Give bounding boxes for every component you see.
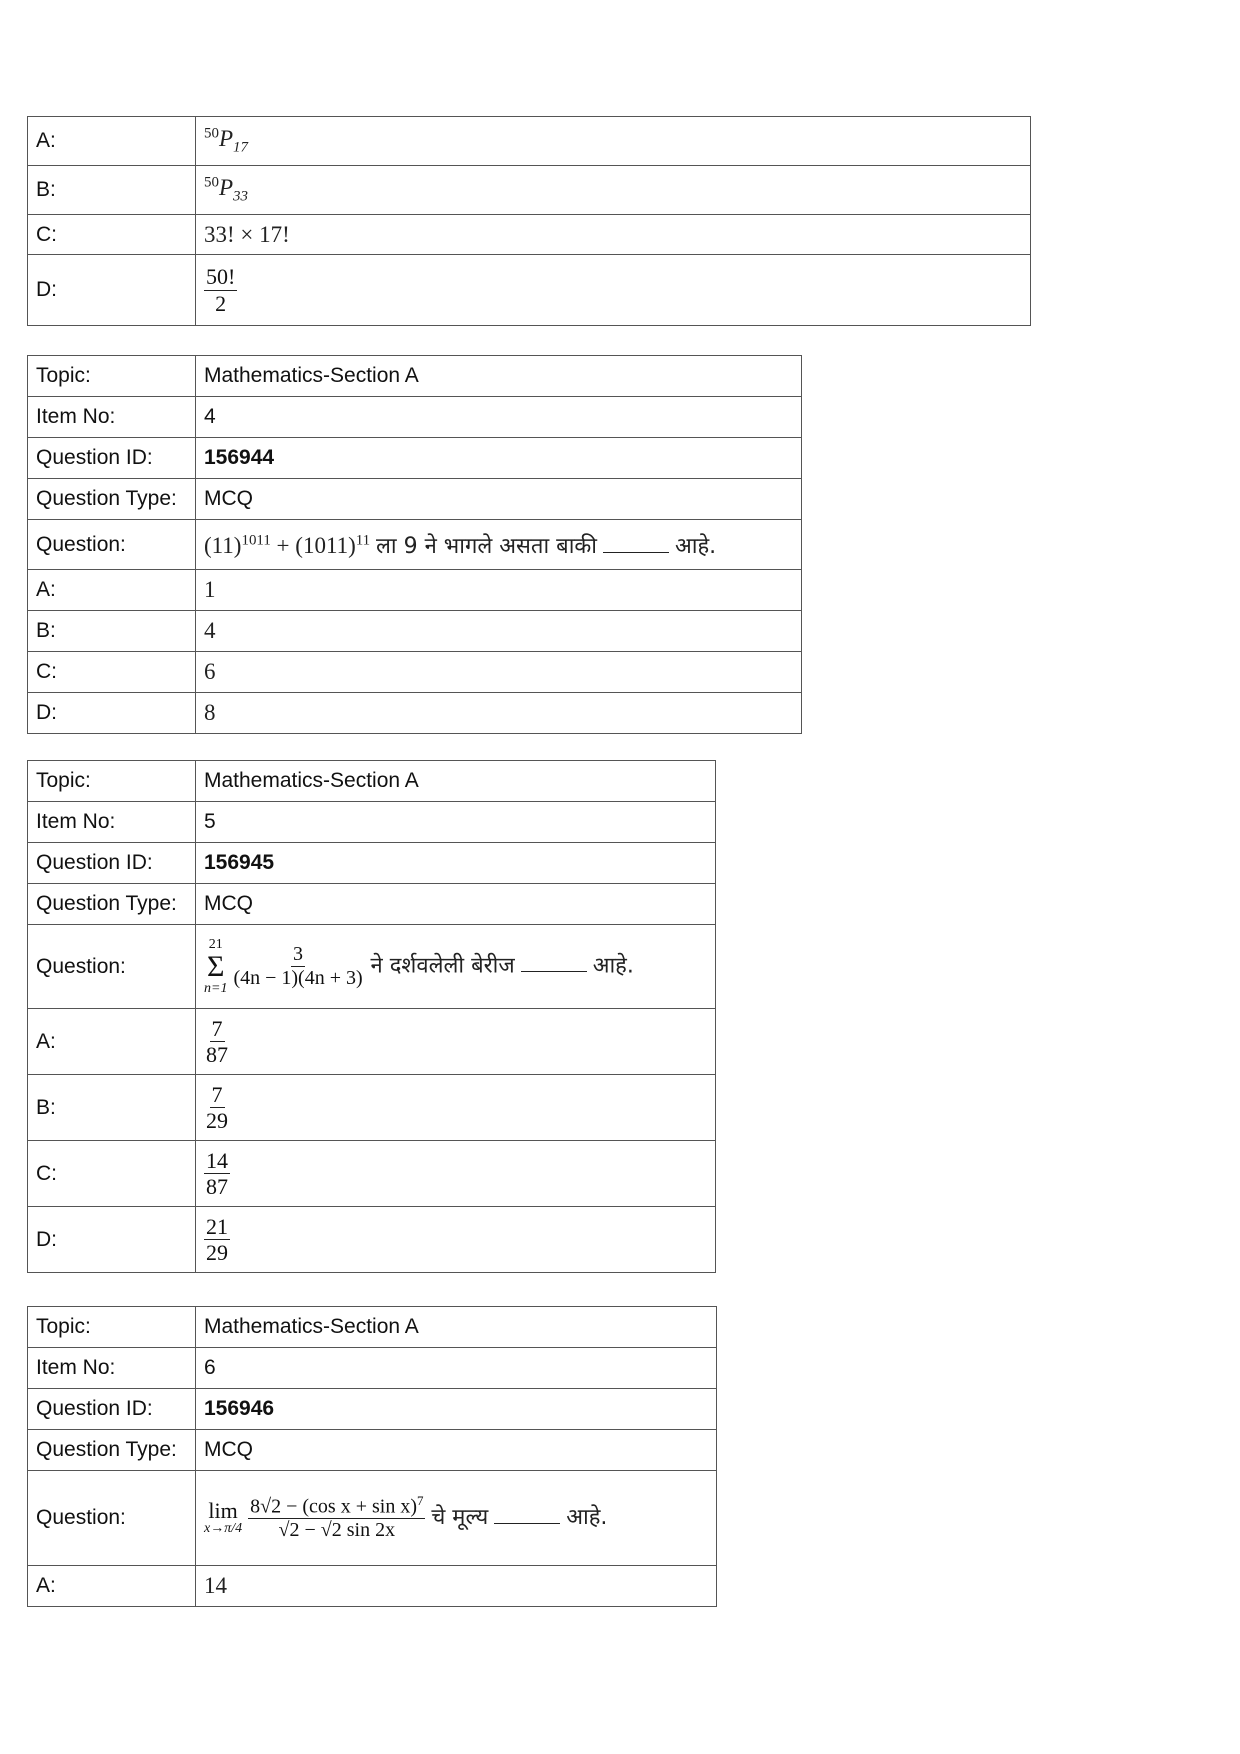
option-label: A:	[28, 570, 196, 611]
option-row-a	[28, 570, 802, 611]
topic-row	[28, 356, 802, 397]
question-id-value: 156945	[196, 843, 716, 884]
option-row-c	[28, 1141, 716, 1207]
option-row-a	[28, 117, 1031, 166]
option-value: 14	[196, 1566, 717, 1607]
row-label: Question Type:	[28, 479, 196, 520]
question-id-row	[28, 438, 802, 479]
option-row-b	[28, 166, 1031, 215]
answer-blank	[603, 552, 669, 553]
item-value: 6	[196, 1348, 717, 1389]
option-value: $\frac{21}{29}$	[196, 1207, 716, 1273]
row-label: Topic:	[28, 761, 196, 802]
answer-blank	[521, 971, 587, 972]
question-id-value: 156946	[196, 1389, 717, 1430]
option-label: A:	[28, 1566, 196, 1607]
row-label: Item No:	[28, 802, 196, 843]
option-row-d	[28, 255, 1031, 326]
question-table-4	[27, 355, 802, 734]
option-row-a	[28, 1009, 716, 1075]
question-type-row	[28, 1430, 717, 1471]
option-value: 6	[196, 652, 802, 693]
option-value: $\frac{14}{87}$	[196, 1141, 716, 1207]
row-label: Question ID:	[28, 438, 196, 479]
question-id-row	[28, 843, 716, 884]
option-row-d	[28, 693, 802, 734]
option-value: 4	[196, 611, 802, 652]
option-row-d	[28, 1207, 716, 1273]
question-table-5	[27, 760, 716, 1273]
row-label: Question:	[28, 925, 196, 1009]
topic-value: Mathematics-Section A	[196, 1307, 717, 1348]
item-row	[28, 1348, 717, 1389]
item-row	[28, 802, 716, 843]
option-label: B:	[28, 166, 196, 215]
option-label: A:	[28, 1009, 196, 1075]
row-label: Question:	[28, 1471, 196, 1566]
option-row-b	[28, 611, 802, 652]
question-type-value: MCQ	[196, 479, 802, 520]
option-value: $\frac{7}{29}$	[196, 1075, 716, 1141]
topic-row	[28, 1307, 717, 1348]
question-text: lim x→π/4 $\frac{8√2 - (\cos x + \sin x)^7}{√2 - √2 \sin 2x}$ चे मूल्य आहे.	[196, 1471, 717, 1566]
option-row-c	[28, 652, 802, 693]
option-value: $^{50}P_{17}$	[196, 117, 1031, 166]
question-table-6	[27, 1306, 717, 1607]
question-id-row	[28, 1389, 717, 1430]
item-row	[28, 397, 802, 438]
option-row-c	[28, 215, 1031, 255]
question-row	[28, 1471, 717, 1566]
row-label: Question ID:	[28, 1389, 196, 1430]
question-table-3-options	[27, 116, 1031, 326]
option-value: $\frac{50!}{2}$	[196, 255, 1031, 326]
question-id-value: 156944	[196, 438, 802, 479]
row-label: Question Type:	[28, 1430, 196, 1471]
option-label: D:	[28, 693, 196, 734]
question-text: 21 Σ n=1 $\frac{3}{(4n - 1)(4n + 3)}$ ने दर्शवलेली बेरीज आहे.	[196, 925, 716, 1009]
row-label: Topic:	[28, 356, 196, 397]
option-label: D:	[28, 1207, 196, 1273]
option-value: 8	[196, 693, 802, 734]
option-label: B:	[28, 1075, 196, 1141]
option-row-b	[28, 1075, 716, 1141]
option-value: 33! × 17!	[196, 215, 1031, 255]
topic-row	[28, 761, 716, 802]
summation: 21 Σ n=1	[204, 936, 228, 996]
option-value: 1	[196, 570, 802, 611]
option-value: $\frac{7}{87}$	[196, 1009, 716, 1075]
topic-value: Mathematics-Section A	[196, 761, 716, 802]
row-label: Question Type:	[28, 884, 196, 925]
option-label: B:	[28, 611, 196, 652]
option-label: C:	[28, 215, 196, 255]
row-label: Item No:	[28, 397, 196, 438]
question-row	[28, 925, 716, 1009]
question-type-value: MCQ	[196, 884, 716, 925]
topic-value: Mathematics-Section A	[196, 356, 802, 397]
row-label: Question ID:	[28, 843, 196, 884]
row-label: Topic:	[28, 1307, 196, 1348]
question-type-value: MCQ	[196, 1430, 717, 1471]
row-label: Question:	[28, 520, 196, 570]
option-label: A:	[28, 117, 196, 166]
item-value: 5	[196, 802, 716, 843]
question-type-row	[28, 884, 716, 925]
question-text: $(11)^{1011} + (1011)^{11}$ ला 9 ने भागले असता बाकी आहे.	[196, 520, 802, 570]
option-label: D:	[28, 255, 196, 326]
row-label: Item No:	[28, 1348, 196, 1389]
option-row-a	[28, 1566, 717, 1607]
limit-operator: lim x→π/4	[204, 1498, 243, 1537]
question-row	[28, 520, 802, 570]
option-value: $^{50}P_{33}$	[196, 166, 1031, 215]
item-value: 4	[196, 397, 802, 438]
question-type-row	[28, 479, 802, 520]
answer-blank	[494, 1523, 560, 1524]
option-label: C:	[28, 1141, 196, 1207]
option-label: C:	[28, 652, 196, 693]
